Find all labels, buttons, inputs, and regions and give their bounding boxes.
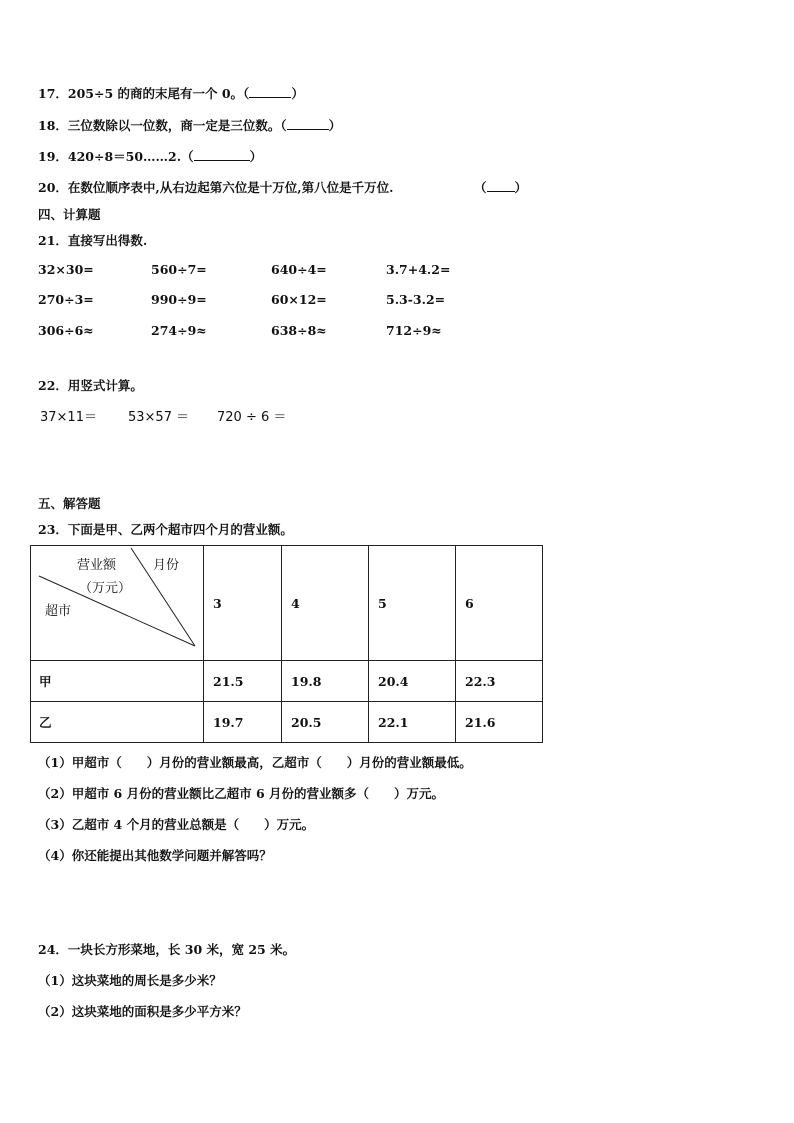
header-supermarket-label: 超市 (45, 604, 72, 619)
calc-item: 270÷3= (38, 292, 94, 307)
table-row (31, 661, 543, 702)
value-cell: 20.4 (369, 661, 456, 702)
row-name-cell: 甲 (31, 661, 204, 702)
value-cell: 19.7 (204, 702, 282, 743)
calc-item: 640÷4= (271, 262, 327, 277)
question-24-sub-2: （2）这块菜地的面积是多少平方米？ (38, 1004, 247, 1019)
question-20: 20．在数位顺序表中,从右边起第六位是十万位,第八位是千万位. (38, 180, 394, 195)
value-cell: 19.8 (282, 661, 369, 702)
header-revenue-label: 营业额 (77, 558, 117, 573)
question-21-title: 21．直接写出得数. (38, 233, 148, 248)
calc-item: 560÷7= (151, 262, 207, 277)
question-22-title: 22．用竖式计算。 (38, 378, 143, 393)
question-23-sub-3: （3）乙超市 4 个月的营业总额是（ ）万元。 (38, 817, 315, 832)
value-cell: 22.1 (369, 702, 456, 743)
value-cell: 20.5 (282, 702, 369, 743)
header-month-label: 月份 (153, 558, 180, 573)
calc-item: 60×12= (271, 292, 327, 307)
row-name-cell: 乙 (31, 702, 204, 743)
answer-blank-20[interactable] (487, 179, 515, 192)
month-header-cell: 3 (204, 546, 282, 661)
value-cell: 22.3 (456, 661, 543, 702)
question-17: 17．205÷5 的商的末尾有一个 0。（ ） (38, 86, 304, 101)
question-19: 19．420÷8＝50……2.（ ） (38, 149, 263, 164)
month-header-cell: 4 (282, 546, 369, 661)
section-4-heading: 四、计算题 (38, 207, 101, 222)
sales-table (30, 545, 543, 743)
month-header-cell: 6 (456, 546, 543, 661)
section-5-heading: 五、解答题 (38, 496, 101, 511)
calc-item: 306÷6≈ (38, 323, 94, 338)
question-24-title: 24．一块长方形菜地，长 30 米，宽 25 米。 (38, 942, 296, 957)
vertical-calc-item: 53×57 ＝ (128, 410, 190, 425)
header-unit-label: （万元） (79, 581, 132, 596)
month-header-cell: 5 (369, 546, 456, 661)
calc-item: 638÷8≈ (271, 323, 327, 338)
question-24-sub-1: （1）这块菜地的周长是多少米？ (38, 973, 222, 988)
vertical-calc-item: 720 ÷ 6 ＝ (217, 410, 287, 425)
calc-item: 274÷9≈ (151, 323, 207, 338)
question-23-sub-4: （4）你还能提出其他数学问题并解答吗？ (38, 848, 272, 863)
calc-item: 5.3-3.2= (386, 292, 446, 307)
question-23-sub-2: （2）甲超市 6 月份的营业额比乙超市 6 月份的营业额多（ ）万元。 (38, 786, 445, 801)
calc-item: 3.7+4.2= (386, 262, 451, 277)
calc-item: 32×30= (38, 262, 94, 277)
calc-item: 990÷9= (151, 292, 207, 307)
table-row (31, 702, 543, 743)
value-cell: 21.6 (456, 702, 543, 743)
question-20-answer: （ ） (474, 180, 528, 195)
question-18: 18．三位数除以一位数，商一定是三位数。（ ） (38, 118, 342, 133)
table-header-row (31, 546, 543, 661)
question-23-title: 23．下面是甲、乙两个超市四个月的营业额。 (38, 522, 293, 537)
calc-item: 712÷9≈ (386, 323, 442, 338)
value-cell: 21.5 (204, 661, 282, 702)
vertical-calc-item: 37×11＝ (40, 410, 97, 425)
answer-blank-19[interactable] (194, 148, 250, 161)
answer-blank-17[interactable] (249, 85, 291, 98)
diagonal-header-cell (31, 546, 204, 661)
answer-blank-18[interactable] (287, 117, 329, 130)
question-23-sub-1: （1）甲超市（ ）月份的营业额最高，乙超市（ ）月份的营业额最低。 (38, 755, 472, 770)
